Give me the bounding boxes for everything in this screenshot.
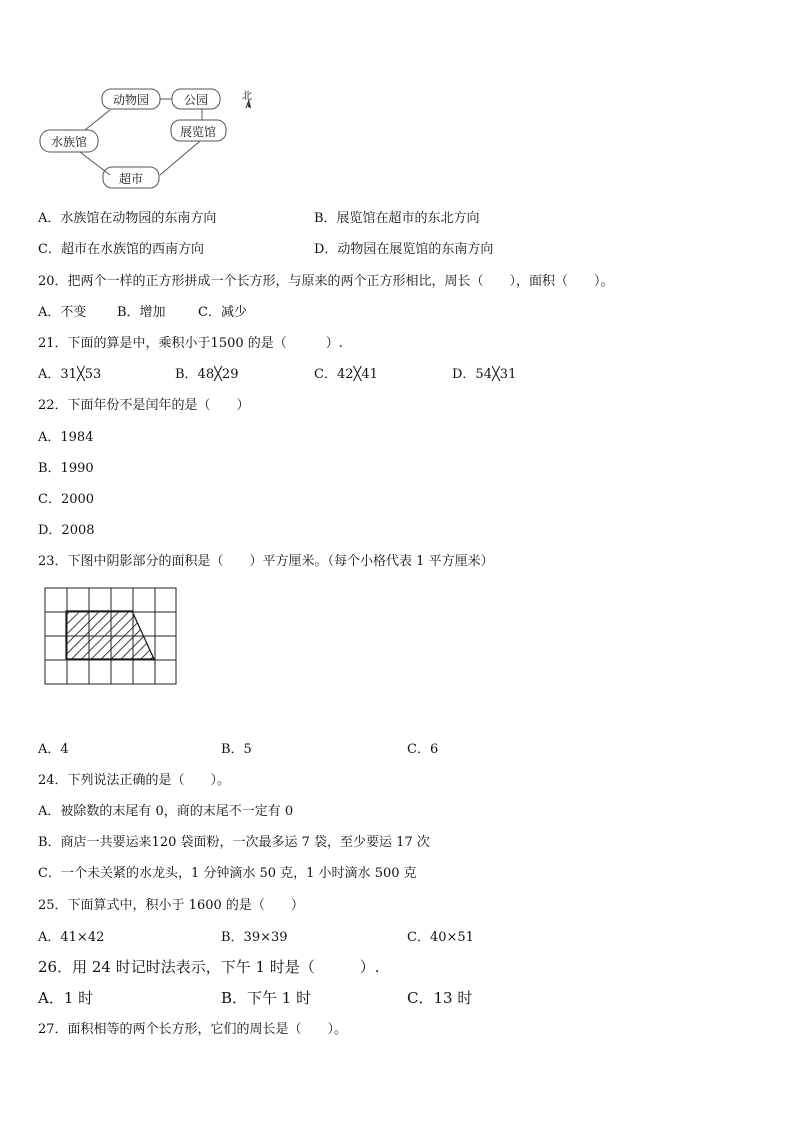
q22-option-c: C．2000: [38, 492, 95, 507]
q25-option-c: C．40×51: [407, 930, 474, 945]
question-27: 27．面积相等的两个长方形，它们的周长是（ ）。: [38, 1022, 348, 1037]
q21-option-d: D．54╳31: [452, 367, 517, 382]
q24-option-c: C．一个未关紧的水龙头，1 分钟滴水 50 克，1 小时滴水 500 克: [38, 866, 417, 881]
q25-option-a: A．41×42: [38, 930, 105, 945]
label-aquarium: 水族馆: [50, 135, 88, 149]
q26-option-c: C．13 时: [407, 989, 473, 1007]
path-zoo-aquarium: [85, 110, 110, 130]
q26-option-a: A．1 时: [38, 989, 94, 1007]
question-21: 21．下面的算是中，乘积小于1500 的是（ ）.: [38, 336, 343, 351]
question-25: 25．下面算式中，积小于 1600 的是（ ）: [38, 898, 304, 913]
q20-option-b: B．增加: [117, 305, 166, 320]
question-26: 26．用 24 时记时法表示，下午 1 时是（ ）.: [38, 958, 380, 976]
q25-option-b: B．39×39: [221, 930, 288, 945]
question-22: 22．下面年份不是闰年的是（ ）: [38, 398, 250, 413]
q24-option-b: B．商店一共要运来120 袋面粉，一次最多运 7 袋，至少要运 17 次: [38, 835, 430, 850]
map-option-c: C．超市在水族馆的西南方向: [38, 242, 204, 257]
map-option-b: B．展览馆在超市的东北方向: [314, 211, 480, 226]
q23-option-c: C．6: [407, 742, 439, 757]
q22-option-b: B．1990: [38, 461, 94, 476]
label-park: 公园: [183, 93, 209, 107]
q21-option-b: B．48╳29: [175, 367, 239, 382]
question-20: 20．把两个一样的正方形拼成一个长方形，与原来的两个正方形相比，周长（ ），面积（ ）。: [38, 274, 614, 289]
question-24: 24．下列说法正确的是（ ）。: [38, 773, 231, 788]
grid-lines: [45, 588, 176, 684]
q22-option-a: A．1984: [38, 430, 94, 445]
q20-option-a: A．不变: [38, 305, 87, 320]
label-supermarket: 超市: [118, 172, 144, 186]
grid-shaded-figure: [44, 587, 178, 686]
map-option-d: D．动物园在展览馆的东南方向: [314, 242, 494, 257]
path-aquarium-supermarket: [80, 152, 110, 175]
q21-option-a: A．31╳53: [38, 367, 102, 382]
label-zoo: 动物园: [112, 93, 150, 107]
q23-option-b: B．5: [221, 742, 252, 757]
q20-option-c: C．减少: [198, 305, 247, 320]
q22-option-d: D．2008: [38, 523, 95, 538]
question-23: 23．下图中阴影部分的面积是（ ）平方厘米。（每个小格代表 1 平方厘米）: [38, 554, 494, 569]
shaded-trapezoid: [66, 611, 154, 659]
path-exhibition-supermarket: [160, 141, 200, 175]
map-option-a: A．水族馆在动物园的东南方向: [38, 211, 217, 226]
label-north: 北: [242, 91, 252, 102]
q26-option-b: B．下午 1 时: [221, 989, 312, 1007]
q21-option-c: C．42╳41: [314, 367, 378, 382]
label-exhibition: 展览馆: [179, 125, 217, 139]
q24-option-a: A．被除数的末尾有 0，商的末尾不一定有 0: [38, 804, 294, 819]
location-map-diagram: [30, 80, 270, 195]
q23-option-a: A．4: [38, 742, 69, 757]
